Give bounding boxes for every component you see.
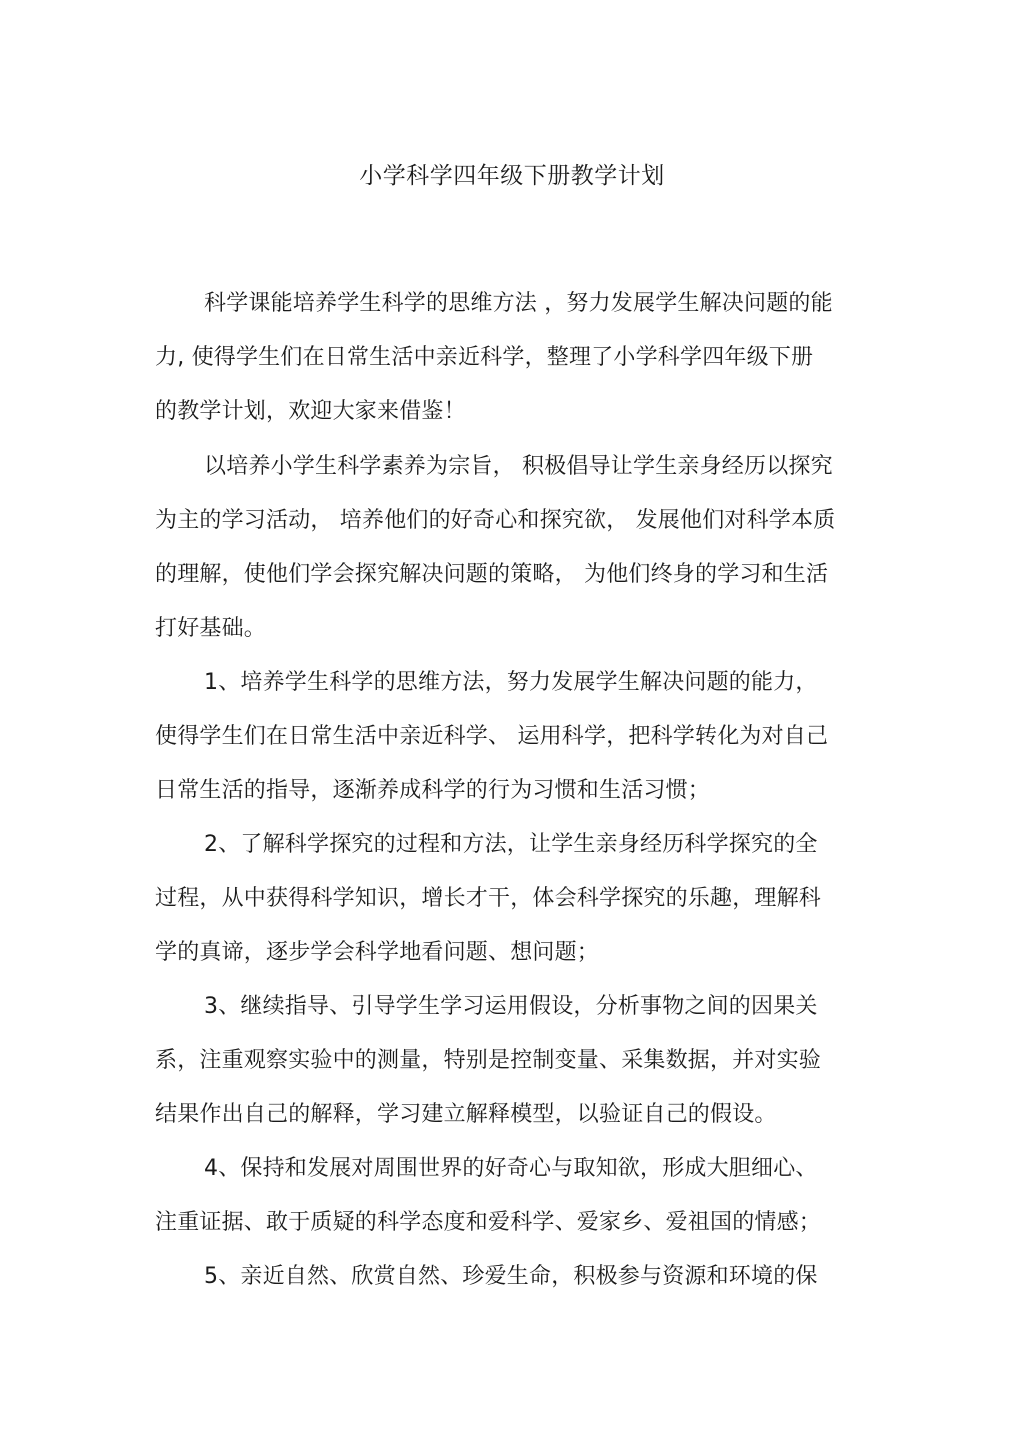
text-line: 1、培养学生科学的思维方法，努力发展学生解决问题的能力， [204,670,818,695]
text-line: 2、了解科学探究的过程和方法，让学生亲身经历科学探究的全 [204,832,818,857]
text-line: 打好基础。 [155,616,267,641]
text-line: 为主的学习活动， 培养他们的好奇心和探究欲， 发展他们对科学本质 [155,508,836,533]
text-line: 4、保持和发展对周围世界的好奇心与取知欲，形成大胆细心、 [204,1156,818,1181]
text-line: 科学课能培养学生科学的思维方法 ，努力发展学生解决问题的能 [204,291,833,316]
text-line: 过程，从中获得科学知识，增长才干，体会科学探究的乐趣，理解科 [155,886,822,911]
text-line: 学的真谛，逐步学会科学地看问题、想问题； [155,940,600,965]
text-line: 系，注重观察实验中的测量，特别是控制变量、采集数据，并对实验 [155,1048,822,1073]
text-line: 结果作出自己的解释，学习建立解释模型，以验证自己的假设。 [155,1102,777,1127]
text-line: 力, 使得学生们在日常生活中亲近科学，整理了小学科学四年级下册 [155,345,814,370]
text-line: 使得学生们在日常生活中亲近科学、 运用科学，把科学转化为对自己 [155,724,829,749]
text-line: 的理解，使他们学会探究解决问题的策略， 为他们终身的学习和生活 [155,562,829,587]
text-line: 3、继续指导、引导学生学习运用假设，分析事物之间的因果关 [204,994,818,1019]
document-title: 小学科学四年级下册教学计划 [359,163,665,189]
text-line: 以培养小学生科学素养为宗旨， 积极倡导让学生亲身经历以探究 [204,454,833,479]
text-line: 5、亲近自然、欣赏自然、珍爱生命，积极参与资源和环境的保 [204,1264,818,1289]
text-line: 注重证据、敢于质疑的科学态度和爱科学、爱家乡、爱祖国的情感； [155,1210,822,1235]
text-line: 的教学计划，欢迎大家来借鉴！ [155,399,466,424]
text-line: 日常生活的指导，逐渐养成科学的行为习惯和生活习惯； [155,778,711,803]
